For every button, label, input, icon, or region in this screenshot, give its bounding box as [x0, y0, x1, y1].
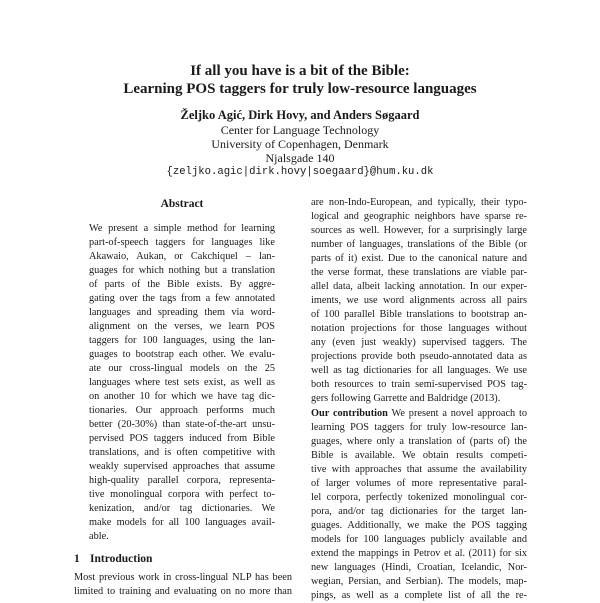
text-line: are non-Indo-European, and typically, their typo- — [311, 197, 527, 208]
text-line: guages to bootstrap each other. We evalu- — [89, 349, 275, 360]
introduction-heading — [74, 552, 152, 566]
text-line: projections provide both pseudo-annotated data as — [311, 351, 527, 362]
contribution-first-line — [311, 407, 527, 421]
text-line: translations, and is often competitive with — [89, 447, 275, 458]
text-line: well as tag dictionaries for all languages. We use — [311, 365, 527, 376]
text-line: models for 100 languages publicly available and — [311, 534, 527, 545]
text-line: kenization, and/or tag dictionaries. We — [89, 503, 275, 514]
text-line: gers following Garrette and Baldridge (2013). — [311, 393, 501, 404]
text-line: pings, as well as a complete list of all the re- — [311, 590, 527, 601]
text-line: weakly supervised approaches that assume — [89, 461, 275, 472]
text-line: better (20-30%) than state-of-the-art unsu- — [89, 419, 275, 430]
affiliation-address: Njalsgade 140 — [265, 151, 335, 165]
section-title: Introduction — [90, 553, 153, 565]
text-line: extend the mappings in Petrov et al. (2011) for six — [311, 548, 527, 559]
text-line: gating over the tags from a few annotated — [89, 293, 275, 304]
text-line: the verse format, these translations are viable par- — [311, 267, 527, 278]
text-line: both resources to train semi-supervised POS tag- — [311, 379, 527, 390]
text-line: guages for which nothing but a translation — [89, 265, 275, 276]
text-line: of 100 parallel Bible translations to bootstrap an- — [311, 309, 527, 320]
text-line: wegian, Persian, and Serbian). The models, map- — [311, 576, 527, 587]
text-line: Most previous work in cross-lingual NLP has been — [74, 572, 292, 583]
affiliation-university: University of Copenhagen, Denmark — [211, 137, 389, 151]
text-line: allel data, albeit lacking annotation. In our exper- — [311, 281, 527, 292]
text-line: notation projections for those languages without — [311, 323, 527, 334]
text-line: on another 10 for which we have tag dic- — [89, 391, 275, 402]
section-number: 1 — [74, 553, 80, 565]
contribution-heading: Our contribution — [311, 408, 388, 419]
text-line: able. — [89, 531, 109, 542]
text-line: languages and spreading them via word- — [89, 307, 275, 318]
text-line: guages, where only a translation of (parts of) the — [311, 436, 527, 447]
abstract-heading: Abstract — [160, 198, 204, 210]
text-line: We present a simple method for learning — [89, 223, 275, 234]
text-line: iments, we use word alignments across all pairs — [311, 295, 527, 306]
author-list: Željko Agić, Dirk Hovy, and Anders Søgaard — [180, 108, 420, 122]
text-line: sources as well. However, for a surprisingly large — [311, 225, 527, 236]
text-line: tive monolingual corpora with perfect to- — [89, 489, 275, 500]
text-line: limited to training and evaluating on no more than — [74, 586, 292, 597]
text-line: lel corpora, perfectly tokenized monolingual cor- — [311, 492, 527, 503]
text-line: pora, and/or tag dictionaries for the target lan- — [311, 506, 527, 517]
text-line: Bible is available. We obtain results competi- — [311, 450, 527, 461]
text-line: make models for all 100 languages avail- — [89, 517, 275, 528]
text-line: tive with approaches that assume the availability — [311, 464, 527, 475]
text-line: parts of it) exist. Due to the canonical nature and — [311, 253, 527, 264]
text-line: new languages (Hindi, Croatian, Icelandic, Nor- — [311, 562, 527, 573]
text-line: alignment on the verses, we learn POS — [89, 321, 275, 332]
text-line: guages. Additionally, we make the POS tagging — [311, 520, 527, 531]
text-line: pervised POS taggers induced from Bible — [89, 433, 275, 444]
contribution-first-text: We present a novel approach to — [391, 408, 528, 419]
text-line: tionaries. Our approach performs much — [89, 405, 275, 416]
text-line: logical and geographic neighbors have sparse re- — [311, 211, 527, 222]
paper-title-line-2: Learning POS taggers for truly low-resource languages — [123, 81, 477, 97]
author-emails: {zeljko.agic|dirk.hovy|soegaard}@hum.ku.dk — [166, 166, 434, 178]
text-line: Akawaio, Aukan, or Cakchiquel – lan- — [89, 251, 275, 262]
text-line: ate our cross-lingual models on the 25 — [89, 363, 275, 374]
text-line: high-quality parallel corpora, representa- — [89, 475, 275, 486]
text-line: part-of-speech taggers for languages like — [89, 237, 275, 248]
paper-title-line-1: If all you have is a bit of the Bible: — [190, 63, 410, 79]
text-line: number of languages, translations of the Bible (or — [311, 239, 527, 250]
text-line: of larger volumes of more representative paral- — [311, 478, 527, 489]
text-line: of parts of the Bible exists. By aggre- — [89, 279, 275, 290]
text-line: taggers for 100 languages, using the lan- — [89, 335, 275, 346]
text-line: any (even just weakly) supervised taggers. The — [311, 337, 527, 348]
text-line: languages where test sets exist, as well as — [89, 377, 275, 388]
text-line: learning POS taggers for truly low-resource lan- — [311, 422, 527, 433]
affiliation-center: Center for Language Technology — [220, 123, 380, 137]
